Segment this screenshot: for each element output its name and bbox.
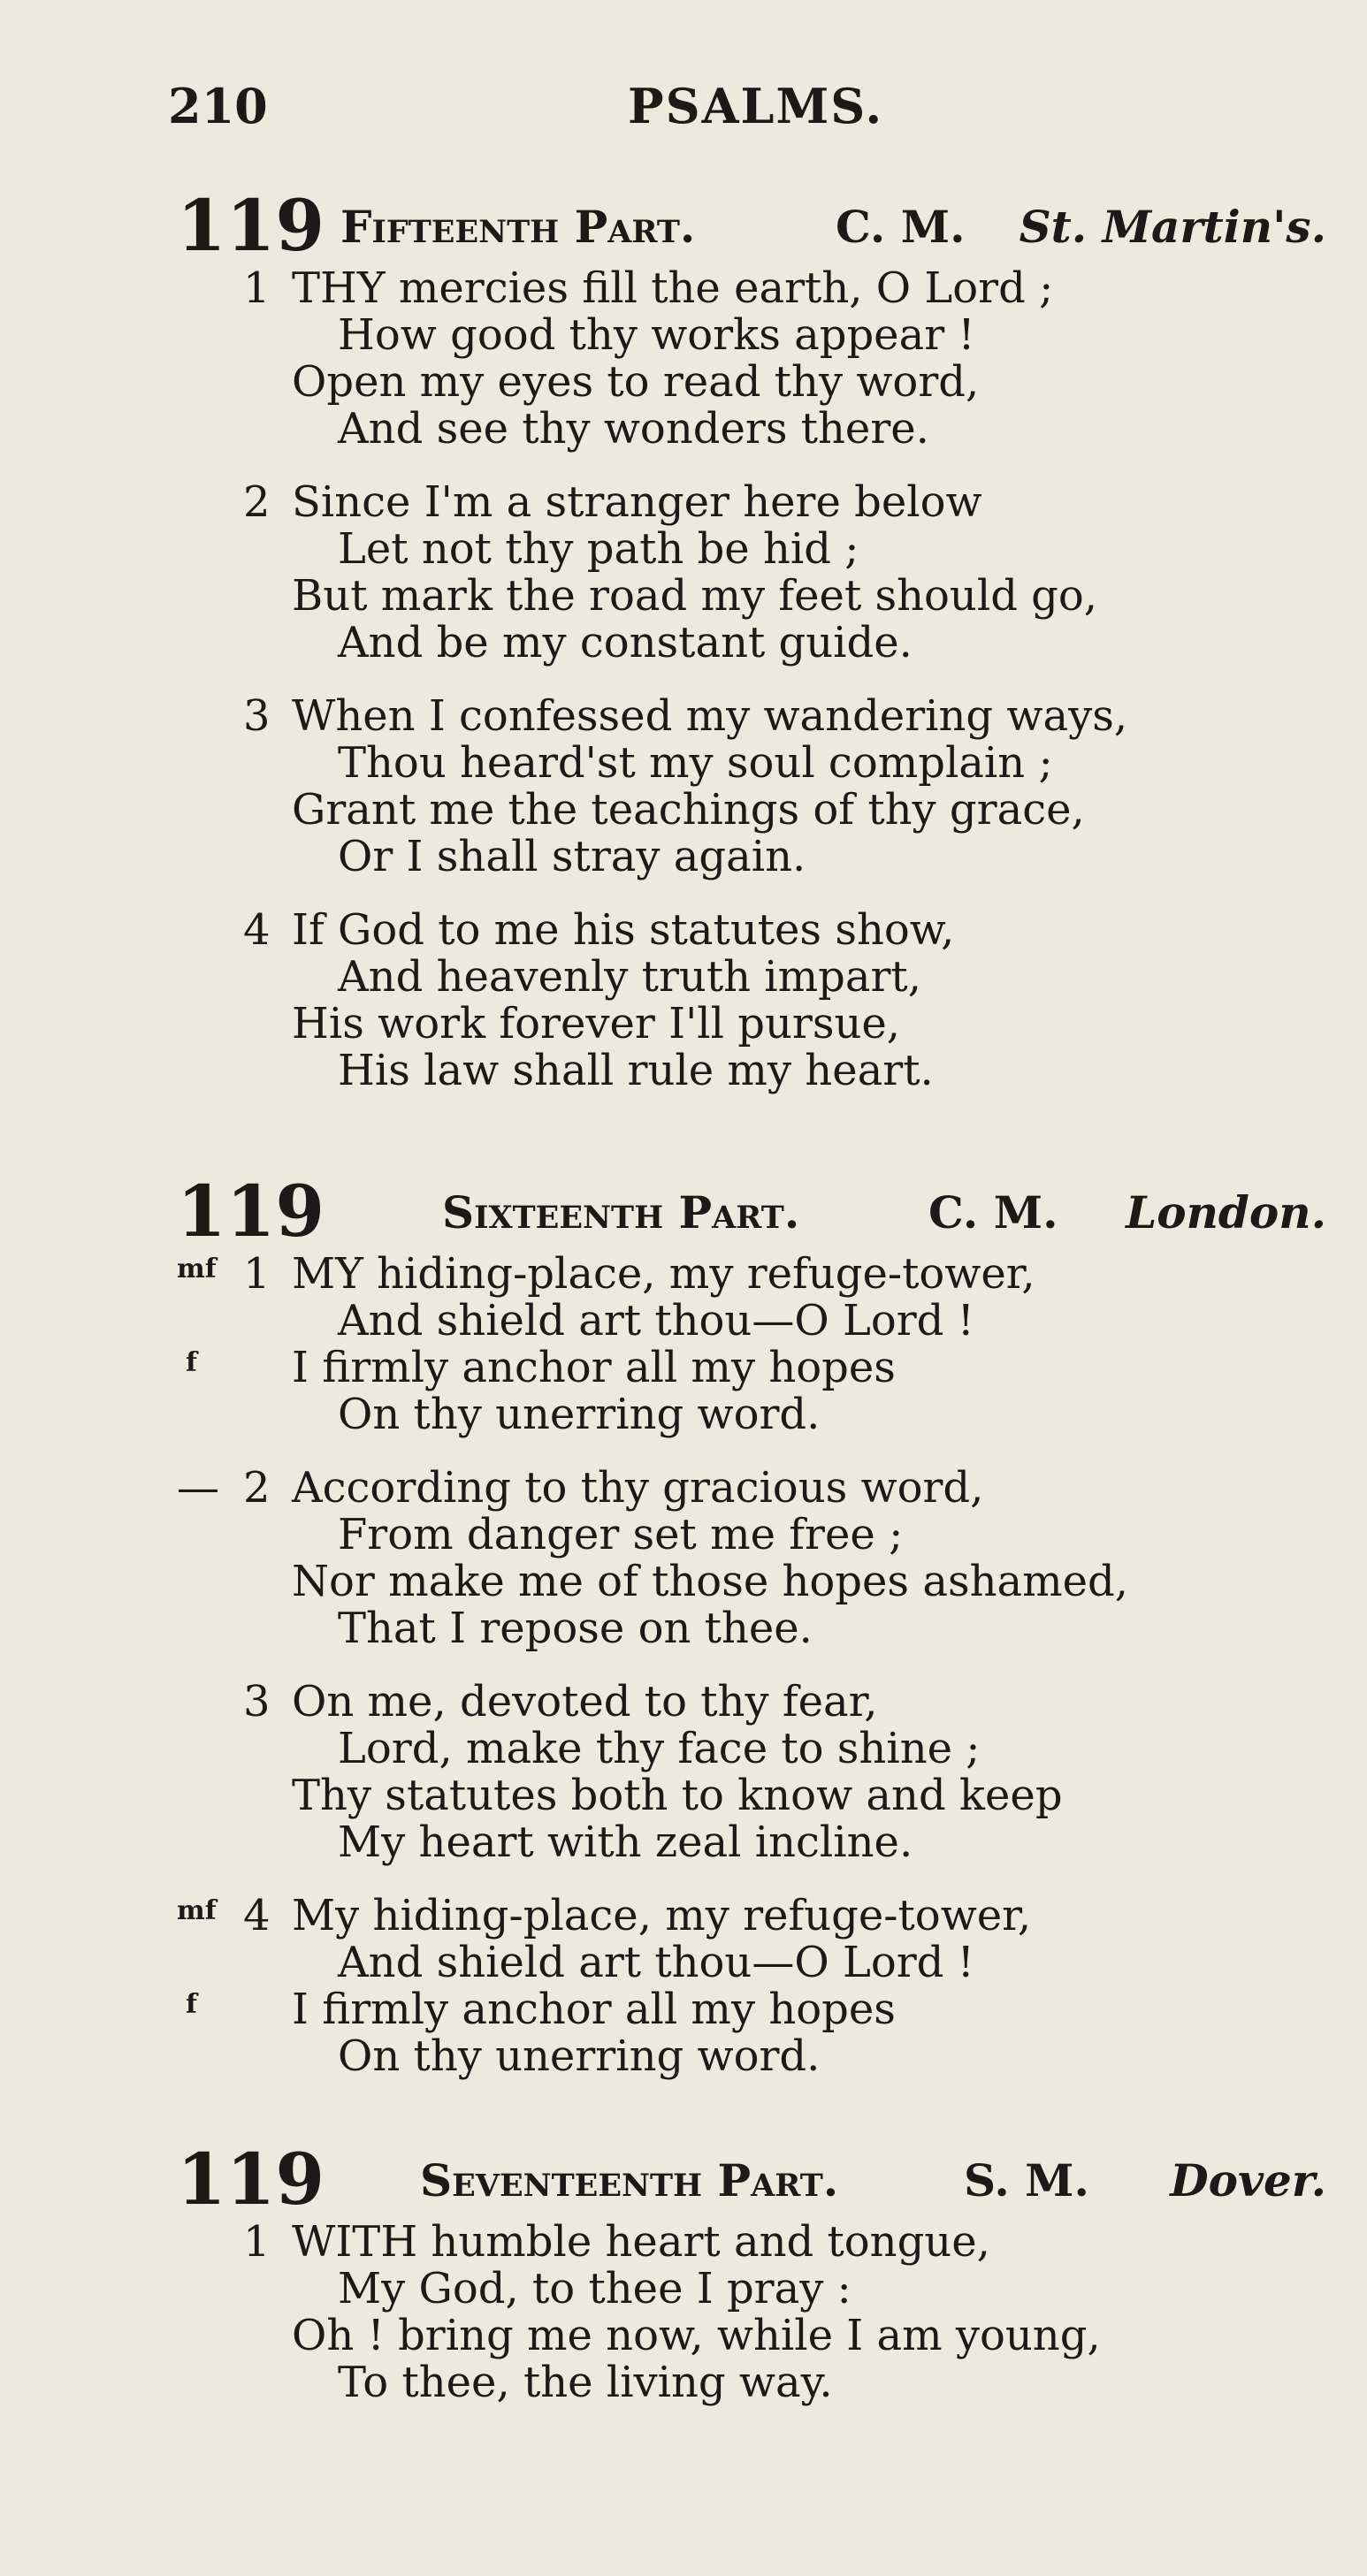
hymn-fifteenth-part xyxy=(177,186,1326,1094)
stanza-1 xyxy=(177,265,1326,453)
stanza-1 xyxy=(177,1251,1326,1438)
verse-line: On thy unerring word. xyxy=(338,2031,821,2081)
verse-line: Or I shall stray again. xyxy=(338,832,806,881)
hymn-tune: London. xyxy=(1126,1186,1326,1238)
stanza-2 xyxy=(177,479,1326,667)
verse-line: His work forever I'll pursue, xyxy=(292,999,901,1048)
verse-line: Let not thy path be hid ; xyxy=(338,524,859,574)
verse-line: MY hiding-place, my refuge-tower, xyxy=(292,1249,1035,1299)
verse-line: And be my constant guide. xyxy=(338,618,913,667)
book-title: PSALMS. xyxy=(628,78,884,134)
verse-line: THY mercies fill the earth, O Lord ; xyxy=(292,263,1054,313)
verse-line: And heavenly truth impart, xyxy=(338,952,921,1002)
stanza-number: 2 xyxy=(243,477,271,527)
verse-line: I firmly anchor all my hopes xyxy=(292,1985,896,2034)
verse-line: His law shall rule my heart. xyxy=(338,1046,934,1095)
stanza-number: 3 xyxy=(243,691,271,741)
stanza-number: 1 xyxy=(243,1249,271,1299)
stanza-3 xyxy=(177,693,1326,880)
hymn-heading xyxy=(177,186,1326,265)
dynamic-mark: mf xyxy=(177,1254,217,1284)
hymn-number: 119 xyxy=(177,2138,325,2221)
hymn-meter: C. M. xyxy=(836,201,966,253)
hymn-heading xyxy=(177,2139,1326,2219)
hymn-number: 119 xyxy=(177,1170,325,1253)
verse-line: And shield art thou—O Lord ! xyxy=(338,1296,974,1345)
hymn-number: 119 xyxy=(177,184,325,267)
verse-line: To thee, the living way. xyxy=(338,2358,833,2407)
stanza-number: 4 xyxy=(243,905,271,955)
stanza-4 xyxy=(177,1893,1326,2080)
page-number: 210 xyxy=(168,78,268,134)
verse-line: And shield art thou—O Lord ! xyxy=(338,1938,974,1987)
hymn-meter: C. M. xyxy=(928,1186,1058,1238)
hymn-sixteenth-part xyxy=(177,1171,1326,2080)
verse-line: WITH humble heart and tongue, xyxy=(292,2217,990,2267)
hymn-heading xyxy=(177,1171,1326,1251)
verse-line: If God to me his statutes show, xyxy=(292,905,955,955)
dynamic-mark: f xyxy=(186,1989,197,2020)
verse-line: And see thy wonders there. xyxy=(338,404,929,453)
verse-line: Thy statutes both to know and keep xyxy=(292,1771,1063,1820)
verse-line: On me, devoted to thy fear, xyxy=(292,1677,878,1726)
verse-line: Open my eyes to read thy word, xyxy=(292,357,980,407)
running-head xyxy=(168,78,1317,149)
hymn-part: Seventeenth Part. xyxy=(420,2154,839,2206)
stanza-number: 2 xyxy=(243,1463,271,1513)
stanza-number: 3 xyxy=(243,1677,271,1726)
verse-line: Lord, make thy face to shine ; xyxy=(338,1724,981,1773)
hymn-meter: S. M. xyxy=(964,2154,1089,2206)
stanza-number: 1 xyxy=(243,263,271,313)
stanza-3 xyxy=(177,1679,1326,1866)
stanza-number: 4 xyxy=(243,1891,271,1940)
verse-line: Since I'm a stranger here below xyxy=(292,477,982,527)
verse-line: How good thy works appear ! xyxy=(338,310,975,360)
verse-line: I firmly anchor all my hopes xyxy=(292,1343,896,1392)
verse-line: My heart with zeal incline. xyxy=(338,1818,913,1867)
hymn-tune: Dover. xyxy=(1170,2154,1326,2206)
dynamic-dash: — xyxy=(177,1463,219,1513)
dynamic-mark: mf xyxy=(177,1895,217,1926)
verse-line: Nor make me of those hopes ashamed, xyxy=(292,1557,1129,1606)
stanza-number: 1 xyxy=(243,2217,271,2267)
verse-line: But mark the road my feet should go, xyxy=(292,571,1098,621)
verse-line: Oh ! bring me now, while I am young, xyxy=(292,2311,1101,2360)
verse-line: On thy unerring word. xyxy=(338,1390,821,1439)
verse-line: From danger set me free ; xyxy=(338,1510,904,1559)
hymn-tune: St. Martin's. xyxy=(1019,201,1326,253)
verse-line: Grant me the teachings of thy grace, xyxy=(292,785,1085,835)
hymn-part: Fifteenth Part. xyxy=(340,201,696,253)
verse-line: My God, to thee I pray : xyxy=(338,2264,852,2313)
stanza-4 xyxy=(177,907,1326,1094)
hymn-part: Sixteenth Part. xyxy=(442,1186,800,1238)
hymn-seventeenth-part xyxy=(177,2139,1326,2406)
verse-line: Thou heard'st my soul complain ; xyxy=(338,738,1053,788)
dynamic-mark: f xyxy=(186,1347,197,1378)
verse-line: When I confessed my wandering ways, xyxy=(292,691,1128,741)
verse-line: That I repose on thee. xyxy=(338,1604,813,1653)
stanza-1 xyxy=(177,2219,1326,2406)
stanza-2 xyxy=(177,1465,1326,1652)
verse-line: According to thy gracious word, xyxy=(292,1463,984,1513)
verse-line: My hiding-place, my refuge-tower, xyxy=(292,1891,1032,1940)
